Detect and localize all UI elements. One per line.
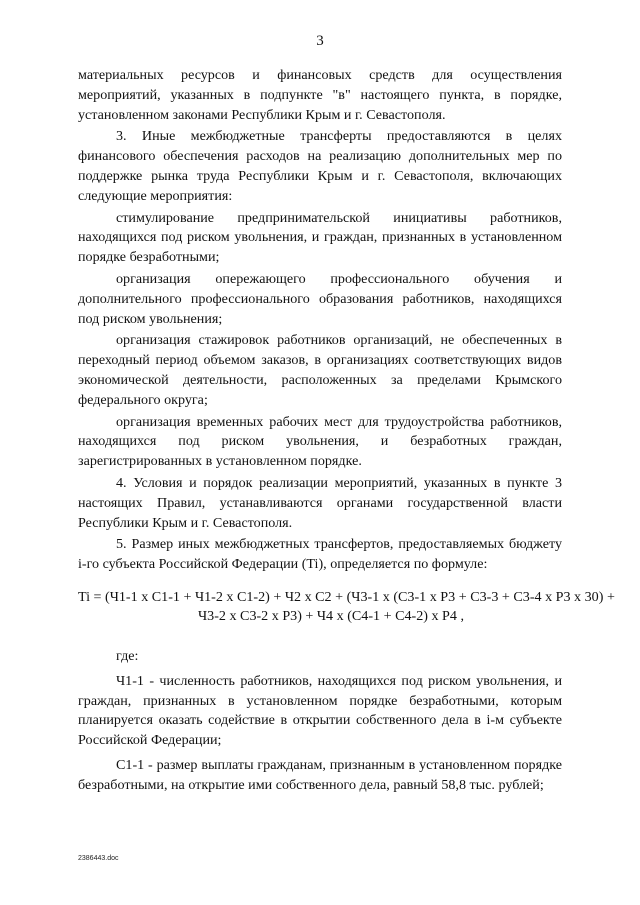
paragraph-measure-training: организация опережающего профессионального обучения и дополнительного профессионального образования работников, находящихся под риском увольнения;	[78, 270, 562, 327]
document-body	[78, 66, 615, 796]
paragraph-item-5: 5. Размер иных межбюджетных трансфертов, предоставляемых бюджету i-го субъекта Российской Федерации (Ti), определяется по формуле:	[78, 536, 562, 573]
definition-ch1-1: Ч1-1 - численность работников, находящихся под риском увольнения, и граждан, признанных в установленном порядке безработными, которым планируется оказать содействие в открытии собственного дела в i-м субъекте Российской Федерации;	[78, 672, 562, 749]
where-label: где:	[116, 647, 139, 664]
paragraph-measure-entrepreneurship: стимулирование предпринимательской инициативы работников, находящихся под риском увольнения, и граждан, признанных в установленном порядке безработными;	[78, 209, 562, 266]
paragraph-item-3: 3. Иные межбюджетные трансферты предоставляются в целях финансового обеспечения расходов на реализацию дополнительных мер по поддержке рынка труда Республики Крым и г. Севастополя, включающих следующие мероприятия:	[78, 128, 562, 204]
formula-line-1: Ti = (Ч1-1 x С1-1 + Ч1-2 x С1-2) + Ч2 x С2 + (Ч3-1 x (С3-1 x Р3 + С3-3 + С3-4 x Р3 x 30) +	[78, 588, 615, 605]
paragraph-item-4: 4. Условия и порядок реализации мероприятий, указанных в пункте 3 настоящих Правил, устанавливаются органами государственной власти Республики Крым и г. Севастополя.	[78, 474, 562, 531]
formula	[78, 588, 615, 626]
paragraph-measure-temporary-jobs: организация временных рабочих мест для трудоустройства работников, находящихся под риском увольнения, и безработных граждан, зарегистрированных в установленном порядке.	[78, 413, 562, 470]
footer-doc-id: 2386443.doc	[78, 855, 119, 862]
definition-c1-1: С1-1 - размер выплаты гражданам, признанным в установленном порядке безработными, на открытие ими собственного дела, равный 58,8 тыс. рублей;	[78, 756, 562, 793]
formula-line-2: Ч3-2 x С3-2 x Р3) + Ч4 x (С4-1 + С4-2) x Р4 ,	[198, 607, 464, 624]
page-number: 3	[316, 33, 324, 49]
paragraph-continuation: материальных ресурсов и финансовых средств для осуществления мероприятий, указанных в подпункте "в" настоящего пункта, в порядке, установленном законами Республики Крым и г. Севастополя.	[78, 67, 562, 123]
paragraph-measure-internships: организация стажировок работников организаций, не обеспеченных в переходный период объемом заказов, в организациях соответствующих видов экономической деятельности, расположенных за пределами Крымского федерального округа;	[78, 332, 562, 408]
